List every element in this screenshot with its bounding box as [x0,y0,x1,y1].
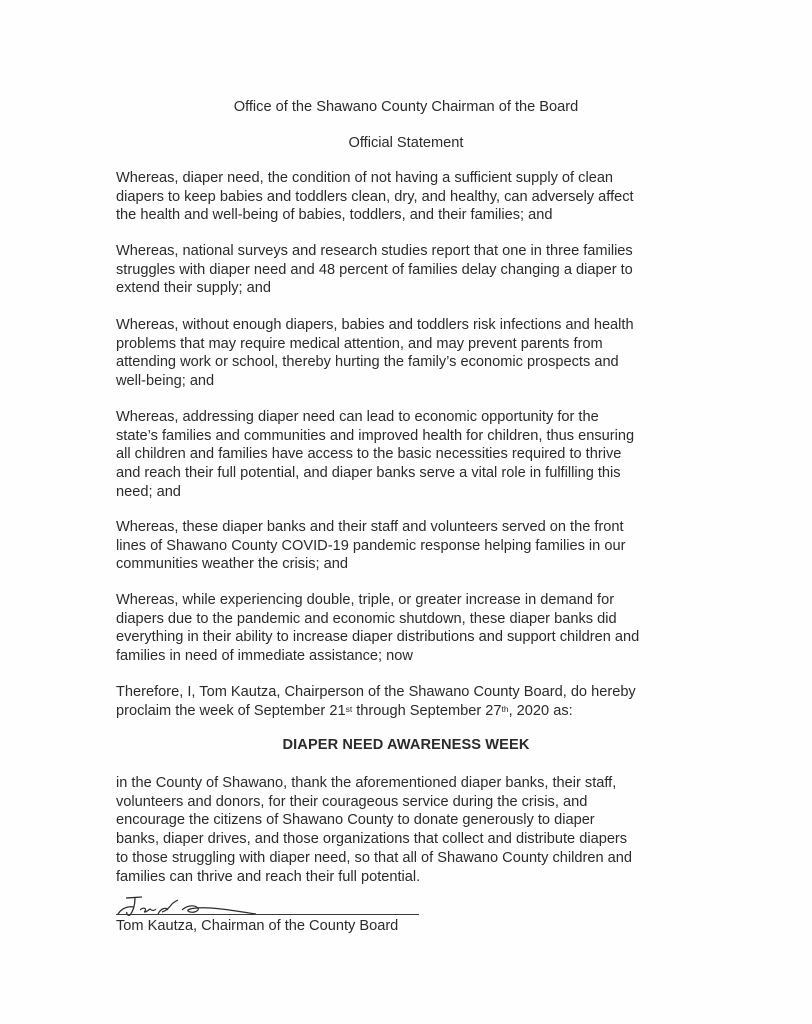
paragraph-line: families in need of immediate assistance; now [116,648,413,665]
date-text-start: proclaim the week of September 21 [116,702,346,719]
whereas-paragraph-6 [116,591,716,666]
paragraph-line: Whereas, diaper need, the condition of not having a sufficient supply of clean [116,170,614,186]
paragraph-line: Whereas, without enough diapers, babies and toddlers risk infections and health [116,317,634,333]
ordinal-suffix: st [345,703,353,714]
whereas-paragraph-3 [116,316,716,391]
paragraph-line: struggles with diaper need and 48 percent of families delay changing a diaper to [116,261,633,278]
date-text-mid: through September 27 [352,702,502,719]
closing-paragraph [116,774,716,886]
paragraph-line: communities weather the crisis; and [116,556,348,573]
office-title: Office of the Shawano County Chairman of the Board [233,99,579,115]
signature-block [116,890,436,950]
paragraph-line: banks, diaper drives, and those organizations that collect and distribute diapers [116,831,628,848]
whereas-paragraph-5 [116,518,716,574]
paragraph-line: state’s families and communities and improved health for children, thus ensuring [116,427,635,444]
paragraph-line: encourage the citizens of Shawano County to donate generously to diaper [116,812,595,829]
whereas-paragraph-4 [116,408,716,502]
proclamation-heading: DIAPER NEED AWARENESS WEEK [282,737,530,753]
paragraph-line: problems that may require medical attention, and may prevent parents from [116,335,603,352]
therefore-paragraph [116,683,716,720]
signature-line [116,914,419,915]
paragraph-line: Whereas, these diaper banks and their staff and volunteers served on the front [116,519,624,535]
ordinal-suffix: th [501,703,509,714]
whereas-paragraph-2 [116,242,716,298]
paragraph-line: all children and families have access to the basic necessities required to thrive [116,446,622,463]
document-subtitle: Official Statement [348,135,464,151]
paragraph-line: need; and [116,483,181,500]
paragraph-line: and reach their full potential, and diaper banks serve a vital role in fulfilling this [116,465,621,482]
paragraph-line: Therefore, I, Tom Kautza, Chairperson of the Shawano County Board, do hereby [116,684,636,700]
paragraph-line: families can thrive and reach their full potential. [116,868,421,885]
whereas-paragraph-1 [116,169,716,225]
paragraph-line: the health and well-being of babies, toddlers, and their families; and [116,207,553,224]
paragraph-line: Whereas, while experiencing double, triple, or greater increase in demand for [116,592,615,608]
paragraph-line: extend their supply; and [116,280,271,297]
paragraph-line: diapers to keep babies and toddlers clean, dry, and healthy, can adversely affect [116,188,634,205]
paragraph-line: everything in their ability to increase diaper distributions and support children and [116,629,640,646]
paragraph-line: Whereas, national surveys and research studies report that one in three families [116,243,633,259]
paragraph-line [116,702,716,721]
paragraph-line: well-being; and [116,373,215,390]
paragraph-line: attending work or school, thereby hurting the family’s economic prospects and [116,354,619,371]
paragraph-line: diapers due to the pandemic and economic shutdown, these diaper banks did [116,610,617,627]
paragraph-line: lines of Shawano County COVID-19 pandemic response helping families in our [116,537,626,554]
paragraph-line: volunteers and donors, for their courageous service during the crisis, and [116,793,588,810]
paragraph-line: to those struggling with diaper need, so that all of Shawano County children and [116,849,632,866]
date-text-end: , 2020 as: [508,702,573,719]
paragraph-line: in the County of Shawano, thank the aforementioned diaper banks, their staff, [116,775,617,791]
signatory-name-title: Tom Kautza, Chairman of the County Board [116,918,399,934]
paragraph-line: Whereas, addressing diaper need can lead to economic opportunity for the [116,409,599,425]
